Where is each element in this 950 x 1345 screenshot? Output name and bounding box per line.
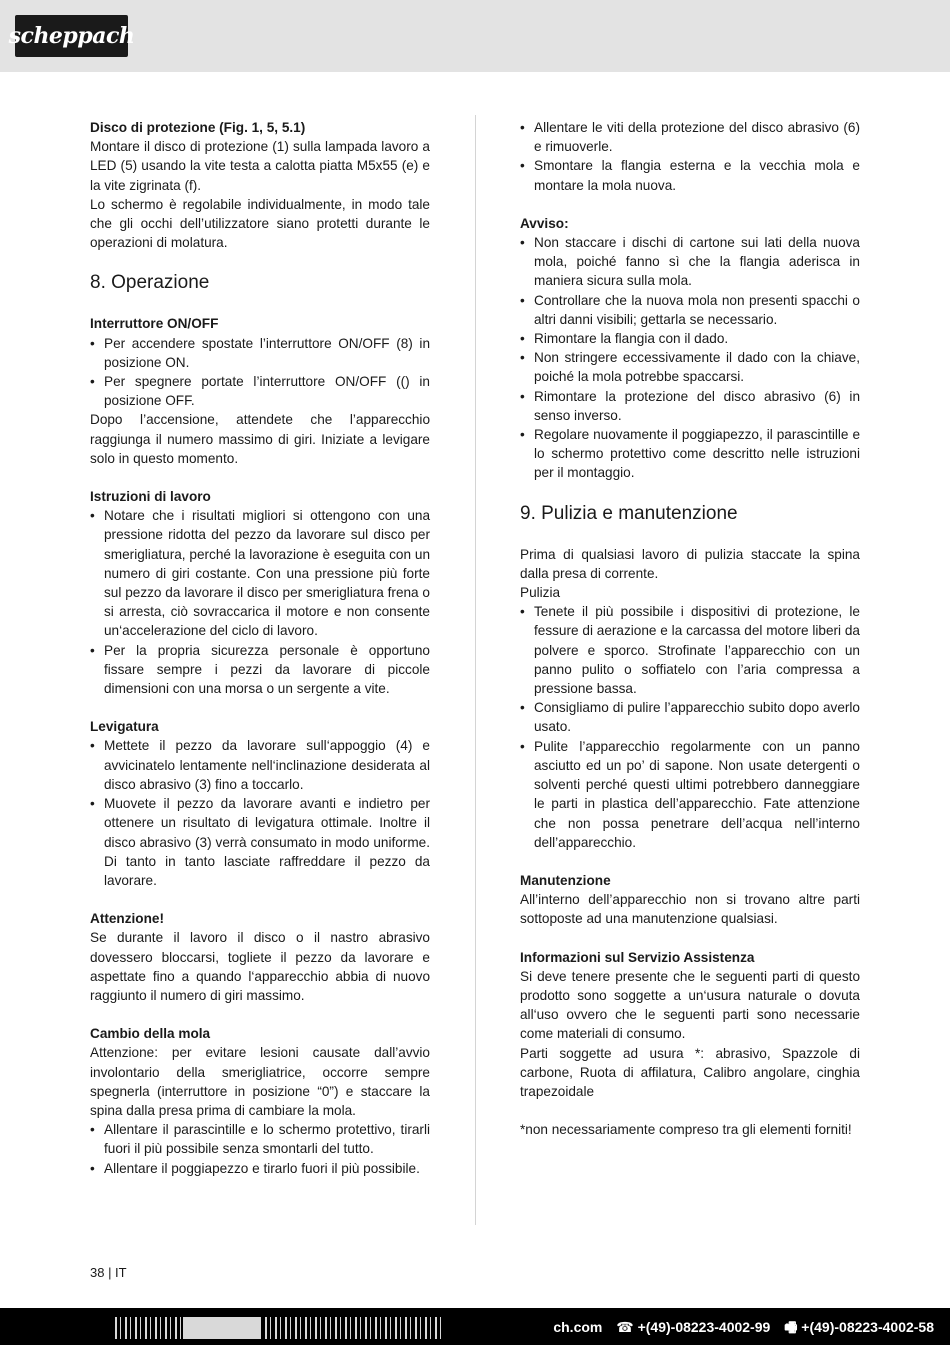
disco-paragraph-1: Montare il disco di protezione (1) sulla lampada lavoro a LED (5) usando la vite testa a calotta piatta M5x55 (e) e la vite zigrinata (f).	[90, 139, 430, 193]
list-item: • Rimontare la protezione del disco abrasivo (6) in senso inverso.	[520, 387, 860, 425]
phone-text: ☎ +(49)-08223-4002-99	[616, 1319, 771, 1335]
istruzioni-list	[90, 506, 430, 698]
footer-contact	[543, 1317, 934, 1341]
pulizia-paragraph: Prima di qualsiasi lavoro di pulizia staccate la spina dalla presa di corrente.	[520, 546, 860, 581]
left-column	[90, 118, 430, 1178]
interruttore-list	[90, 334, 430, 411]
list-item: • Per la propria sicurezza personale è opportuno fissare sempre i pezzi da lavorare di piccole dimensioni con una morsa o un sergente a vite.	[90, 641, 430, 699]
avviso-list	[520, 233, 860, 483]
list-item: • Mettete il pezzo da lavorare sull‘appoggio (4) e avvicinatelo lentamente nell‘inclinazione desiderata al disco abrasivo (3) fino a toccarlo.	[90, 736, 430, 794]
servizio-note: *non necessariamente compreso tra gli elementi forniti!	[520, 1122, 852, 1138]
list-item: • Non stringere eccessivamente il dado con la chiave, poiché la mola potrebbe spaccarsi.	[520, 348, 860, 386]
list-item: • Per spegnere portate l’interruttore ON/OFF (() in posizione OFF.	[90, 372, 430, 410]
scheppach-logo: scheppach	[15, 15, 128, 57]
list-item: • Muovete il pezzo da lavorare avanti e indietro per ottenere un risultato di levigatura ottimale. Inoltre il disco abrasivo (3) verrà consumato in modo uniforme. Di tanto in tanto lasciate raffreddare il pezzo da lavorare.	[90, 794, 430, 890]
fax-text: 🖷 +(49)-08223-4002-58	[784, 1319, 934, 1335]
list-item: • Pulite l’apparecchio regolarmente con un panno asciutto ed un po’ di sapone. Non usate detergenti o solventi perché questi ultimi potrebbero danneggiare le parti in plastica dell’apparecchio. Fate attenzione che non possa penetrare dell’acqua nell’interno dell’apparecchio.	[520, 737, 860, 852]
column-divider	[475, 115, 476, 1225]
levigatura-list	[90, 736, 430, 890]
page-footer	[0, 1308, 950, 1345]
list-item: • Regolare nuovamente il poggiapezzo, il parascintille e lo schermo protettivo come descritto nelle istruzioni per il montaggio.	[520, 425, 860, 483]
page-number: 38 | IT	[90, 1265, 127, 1280]
cambio-list-continued	[520, 118, 860, 195]
footer-barcode-graphic	[115, 1317, 445, 1339]
disco-title: Disco di protezione (Fig. 1, 5, 5.1)	[90, 120, 306, 135]
section-title-operazione: 8. Operazione	[90, 272, 210, 294]
pulizia-list	[520, 602, 860, 852]
website-text: ch.com	[553, 1319, 603, 1335]
istruzioni-title: Istruzioni di lavoro	[90, 489, 211, 505]
pulizia-label: Pulizia	[520, 585, 561, 601]
list-item: • Controllare che la nuova mola non presenti spacchi o altri danni visibili; gettarla se necessario.	[520, 291, 860, 329]
attenzione-title: Attenzione!	[90, 911, 165, 927]
servizio-paragraph-1: Si deve tenere presente che le seguenti parti di questo prodotto sono soggette a un‘usura naturale o dovuta all‘uso ovvero che le seguenti parti sono necessarie come materiali di consumo.	[520, 968, 860, 1042]
section-title-pulizia: 9. Pulizia e manutenzione	[520, 502, 738, 524]
cambio-paragraph: Attenzione: per evitare lesioni causate dall’avvio involontario della smerigliatrice, occorre sempre spegnerla (interruttore in posizione “0”) e staccare la spina dalla presa prima di cambiare la mola.	[90, 1045, 430, 1118]
list-item: • Consigliamo di pulire l’apparecchio subito dopo averlo usato.	[520, 698, 860, 736]
list-item: • Tenete il più possibile i dispositivi di protezione, le fessure di aerazione e la carcassa del motore liberi da polvere e sporco. Strofinate l’apparecchio con un panno pulito o soffiatelo con l’aria compressa a pressione bassa.	[520, 602, 860, 698]
servizio-paragraph-2: Parti soggette ad usura *: abrasivo, Spazzole di carbone, Ruota di affilatura, Calibro angolare, cinghia trapezoidale	[520, 1045, 860, 1099]
interruttore-title: Interruttore ON/OFF	[90, 316, 219, 332]
list-item: • Allentare le viti della protezione del disco abrasivo (6) e rimuoverle.	[520, 118, 860, 156]
interruttore-paragraph: Dopo l’accensione, attendete che l’apparecchio raggiunga il numero massimo di giri. Iniziate a levigare solo in questo momento.	[90, 412, 430, 466]
page-header	[0, 0, 950, 72]
right-column	[520, 118, 860, 1139]
disco-paragraph-2: Lo schermo è regolabile individualmente, in modo tale che gli occhi dell’utilizzatore siano protetti durante le operazioni di molatura.	[90, 196, 430, 251]
manutenzione-paragraph: All’interno dell’apparecchio non si trovano altre parti sottoposte ad una manutenzione qualsiasi.	[520, 892, 860, 927]
manutenzione-title: Manutenzione	[520, 872, 611, 888]
servizio-title: Informazioni sul Servizio Assistenza	[520, 949, 755, 965]
list-item: • Non staccare i dischi di cartone sui lati della nuova mola, poiché fanno sì che la flangia aderisca in maniera sicura sulla mola.	[520, 233, 860, 291]
list-item: • Notare che i risultati migliori si ottengono con una pressione ridotta del pezzo da lavorare sul disco per smerigliatura, perché la lavorazione è eseguita con un numero di giri costante. Con una pressione più forte sul pezzo da lavorare il disco per smerigliatura frena o si arresta, ciò sovraccarica il motore e non consente un‘accelerazione del ciclo di lavoro.	[90, 506, 430, 640]
levigatura-title: Levigatura	[90, 719, 159, 735]
attenzione-paragraph: Se durante il lavoro il disco o il nastro abrasivo dovessero bloccarsi, togliete il pezzo da lavorare e aspettate fino a quando l‘apparecchio abbia di nuovo raggiunto il numero di giri massimo.	[90, 930, 430, 1003]
list-item: • Allentare il poggiapezzo e tirarlo fuori il più possibile.	[90, 1159, 430, 1178]
avviso-title: Avviso:	[520, 215, 569, 231]
list-item: • Allentare il parascintille e lo schermo protettivo, tirarli fuori il più possibile senza smontarli del tutto.	[90, 1120, 430, 1158]
list-item: • Per accendere spostate l’interruttore ON/OFF (8) in posizione ON.	[90, 334, 430, 372]
list-item: • Smontare la flangia esterna e la vecchia mola e montare la mola nuova.	[520, 156, 860, 194]
list-item: • Rimontare la flangia con il dado.	[520, 329, 860, 348]
cambio-list	[90, 1120, 430, 1178]
cambio-title: Cambio della mola	[90, 1026, 211, 1042]
